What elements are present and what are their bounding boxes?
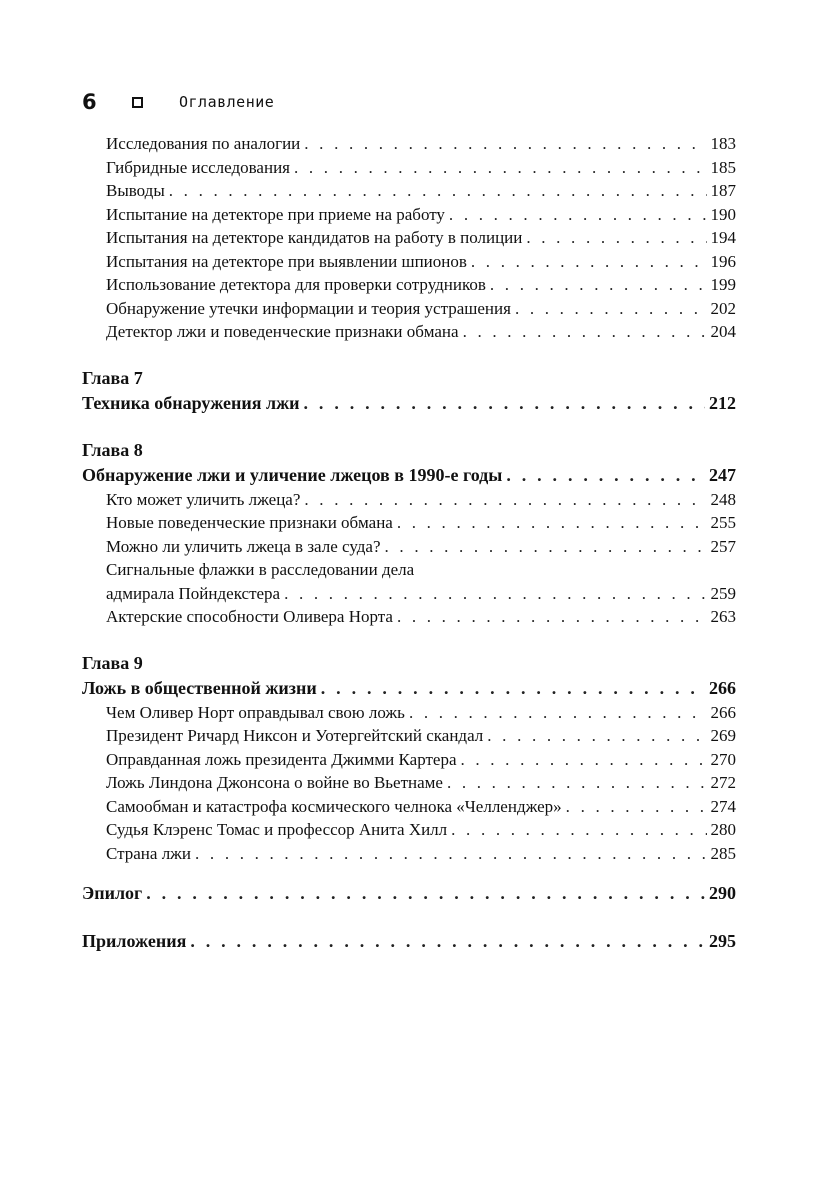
leader-dots [146, 880, 705, 906]
toc-entry-page: 204 [710, 322, 736, 341]
toc-entry-page: 183 [710, 134, 736, 153]
epilogue-page: 290 [709, 883, 736, 903]
chapter-label: Глава 8 [82, 439, 143, 460]
leader-dots [284, 582, 706, 606]
toc-entry[interactable] [82, 179, 736, 203]
toc-entry[interactable] [82, 226, 736, 250]
toc-entry-page: 280 [710, 820, 736, 839]
leader-dots [294, 156, 707, 180]
chapter-label: Глава 7 [82, 367, 143, 388]
leader-dots [515, 297, 707, 321]
toc-entry-title: Страна лжи [106, 843, 192, 863]
toc-entry-page: 270 [710, 749, 736, 769]
toc-entry-page: 263 [710, 607, 736, 626]
leader-dots [506, 462, 705, 488]
toc-entry-page: 187 [710, 181, 736, 200]
toc-entry-page: 199 [710, 275, 736, 294]
toc-entry[interactable] [82, 771, 736, 795]
toc-entry-page: 185 [710, 157, 736, 177]
leader-dots [169, 179, 707, 203]
toc-entry-page: 272 [710, 773, 736, 792]
appendices-page: 295 [709, 931, 736, 951]
toc-entry-title: Сигнальные флажки в расследовании дела [106, 560, 415, 579]
leader-dots [463, 320, 707, 344]
toc-entry[interactable] [82, 795, 736, 819]
chapter-label: Глава 9 [82, 652, 143, 673]
toc-entry[interactable] [82, 605, 736, 629]
toc-entry-title: Испытания на детекторе при выявлении шпионов [106, 251, 467, 271]
chapter-page: 212 [709, 392, 736, 413]
toc-entry-title: Кто может уличить лжеца? [106, 489, 301, 509]
toc-entry[interactable] [82, 818, 736, 842]
toc-entry[interactable] [82, 511, 736, 535]
leader-dots [321, 675, 705, 701]
toc-chapter-entry[interactable] [82, 462, 736, 488]
leader-dots [566, 795, 707, 819]
toc-entry-page: 194 [710, 228, 736, 247]
toc-entry-line2[interactable] [82, 582, 736, 606]
toc-entry-title: Оправданная ложь президента Джимми Картера [106, 749, 457, 769]
chapter-title: Техника обнаружения лжи [82, 392, 300, 413]
toc-entry[interactable] [82, 724, 736, 748]
toc-entry-title: Исследования по аналогии [106, 134, 301, 153]
toc-entry[interactable] [82, 488, 736, 512]
toc-entry-title: Испытания на детекторе кандидатов на работу в полиции [106, 228, 523, 247]
leader-dots [409, 701, 707, 725]
toc-entry[interactable] [82, 535, 736, 559]
toc-entry-page: 274 [710, 796, 736, 816]
toc-entry-title: Гибридные исследования [106, 157, 290, 177]
toc-entry[interactable] [82, 132, 736, 156]
toc-entry-page: 202 [710, 298, 736, 318]
leader-dots [385, 535, 707, 559]
toc-entry-title: Актерские способности Оливера Норта [106, 607, 393, 626]
toc-entry[interactable] [82, 842, 736, 866]
page-header [82, 88, 274, 116]
leader-dots [490, 273, 707, 297]
toc-epilogue-entry[interactable] [82, 880, 736, 906]
toc-entry[interactable] [82, 297, 736, 321]
toc-entry[interactable] [82, 203, 736, 227]
toc-entry-title: Новые поведенческие признаки обмана [106, 513, 393, 532]
leader-dots [460, 748, 706, 772]
toc-entry-title: Ложь Линдона Джонсона о войне во Вьетнаме [106, 773, 443, 792]
toc-entry-page: 259 [710, 583, 736, 603]
leader-dots [449, 203, 707, 227]
page-number: 6 [82, 90, 97, 114]
toc-entry-title-cont: адмирала Пойндекстера [106, 583, 281, 603]
toc-entry-page: 196 [710, 251, 736, 271]
toc-entry-title: Судья Клэренс Томас и профессор Анита Хилл [106, 820, 448, 839]
toc-entry-line1[interactable] [82, 558, 736, 582]
toc-entry-page: 257 [710, 536, 736, 556]
toc-entry-title: Чем Оливер Норт оправдывал свою ложь [106, 702, 405, 722]
leader-dots [304, 132, 706, 156]
toc-entry-title: Выводы [106, 181, 165, 200]
toc-entry-title: Обнаружение утечки информации и теория устрашения [106, 298, 511, 318]
toc-entry[interactable] [82, 701, 736, 725]
leader-dots [451, 818, 706, 842]
toc-entry-title: Испытание на детекторе при приеме на работу [106, 204, 445, 224]
leader-dots [447, 771, 707, 795]
leader-dots [397, 511, 707, 535]
toc-entry[interactable] [82, 250, 736, 274]
leader-dots [190, 928, 705, 954]
chapter-title: Ложь в общественной жизни [82, 677, 317, 698]
toc-entry-page: 190 [710, 204, 736, 224]
toc-entry[interactable] [82, 748, 736, 772]
epilogue-title: Эпилог [82, 883, 143, 903]
toc-entry[interactable] [82, 320, 736, 344]
leader-dots [487, 724, 706, 748]
leader-dots [195, 842, 706, 866]
running-title: Оглавление [179, 93, 275, 111]
leader-dots [304, 488, 706, 512]
toc-entry[interactable] [82, 273, 736, 297]
toc-entry-page: 248 [710, 489, 736, 509]
toc-entry-title: Детектор лжи и поведенческие признаки обмана [106, 322, 459, 341]
toc-entry-title: Президент Ричард Никсон и Уотергейтский скандал [106, 726, 484, 745]
toc-appendices-entry[interactable] [82, 928, 736, 954]
toc-entry-page: 285 [710, 843, 736, 863]
appendices-title: Приложения [82, 931, 187, 951]
chapter-page: 247 [709, 464, 736, 485]
toc-entry-title: Использование детектора для проверки сотрудников [106, 275, 486, 294]
chapter-page: 266 [709, 677, 736, 698]
leader-dots [397, 605, 707, 629]
toc-entry-page: 266 [710, 702, 736, 722]
leader-dots [304, 390, 705, 416]
square-bullet-icon [132, 97, 143, 108]
toc-entry[interactable] [82, 156, 736, 180]
toc-chapter-entry[interactable] [82, 675, 736, 701]
toc-entry-title: Самообман и катастрофа космического челнока «Челленджер» [106, 796, 562, 816]
leader-dots [526, 226, 706, 250]
toc-chapter-entry[interactable] [82, 390, 736, 416]
table-of-contents [82, 132, 736, 954]
toc-entry-page: 255 [710, 513, 736, 532]
toc-entry-page: 269 [710, 726, 736, 745]
chapter-title: Обнаружение лжи и уличение лжецов в 1990-е годы [82, 464, 503, 485]
toc-entry-title: Можно ли уличить лжеца в зале суда? [106, 536, 381, 556]
leader-dots [471, 250, 707, 274]
